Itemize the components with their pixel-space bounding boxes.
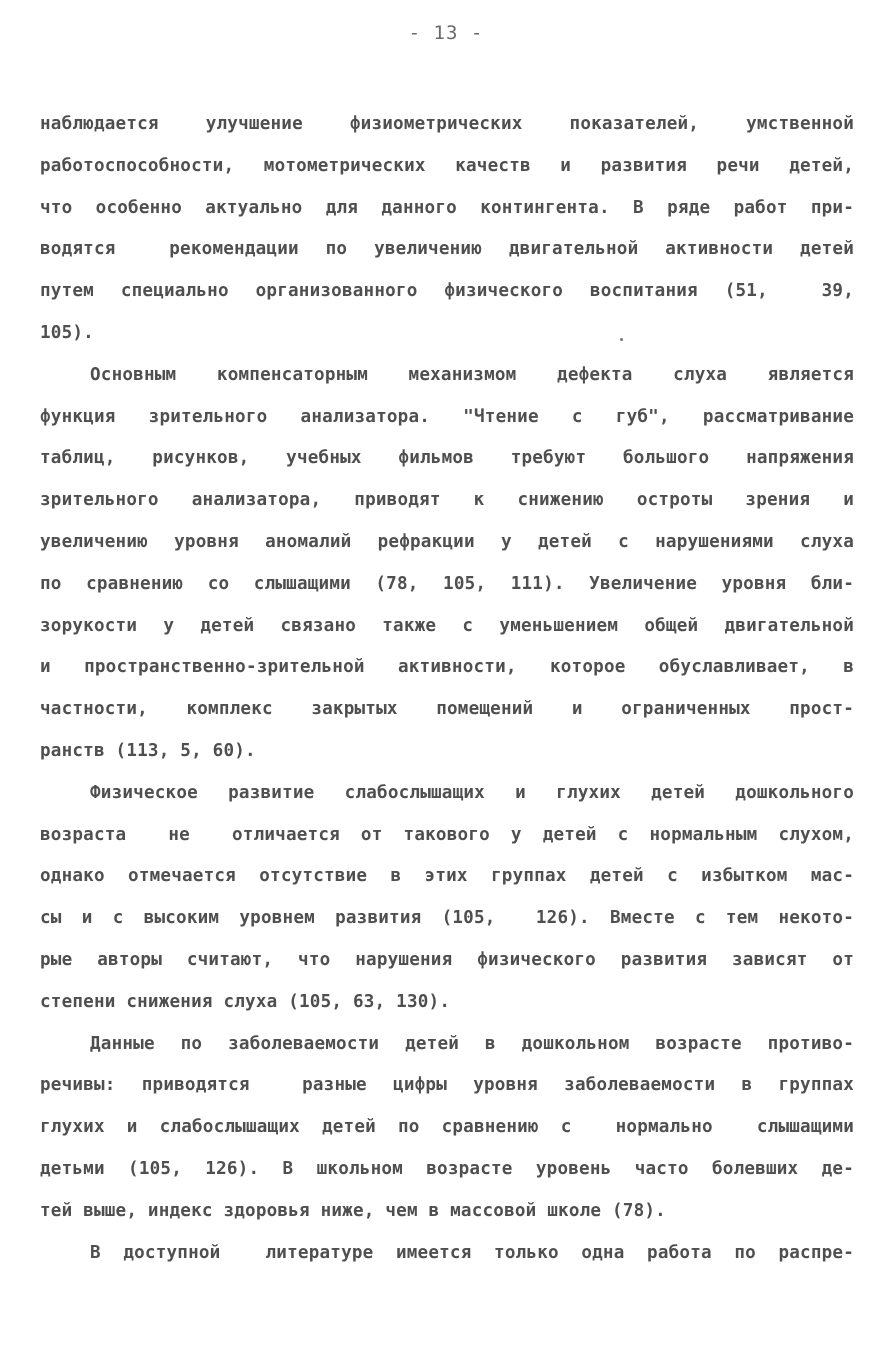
text-line: ранств (113, 5, 60). [40,740,256,761]
text-line: возраста не отличается от такового у детей с нормальным слухом, [40,824,854,845]
text-line: однако отмечается отсутствие в этих группах детей с избытком мас- [40,866,854,887]
text-line: частности, комплекс закрытых помещений и ограниченных прост- [40,699,854,720]
text-line: таблиц, рисунков, учебных фильмов требуют большого напряжения [40,448,854,469]
text-line: Основным компенсаторным механизмом дефекта слуха является [90,364,854,385]
text-line: работоспособности, мотометрических качеств и развития речи детей, [40,155,854,176]
text-line: 105). [40,322,94,343]
text-line: сы и с высоким уровнем развития (105, 126). Вместе с тем некото- [40,908,854,929]
text-line: тей выше, индекс здоровья ниже, чем в массовой школе (78). [40,1200,666,1221]
text-line: Физическое развитие слабослышащих и глухих детей дошкольного [90,782,854,803]
text-line: речивы: приводятся разные цифры уровня заболеваемости в группах [40,1075,854,1096]
text-line: по сравнению со слышащими (78, 105, 111). Увеличение уровня бли- [40,573,854,594]
text-line: глухих и слабослышащих детей по сравнению с нормально слышащими [40,1117,854,1138]
text-line: степени снижения слуха (105, 63, 130). [40,991,451,1012]
text-line: В доступной литературе имеется только одна работа по распре- [90,1242,854,1263]
text-line: зрительного анализатора, приводят к снижению остроты зрения и [40,490,854,511]
text-line: увеличению уровня аномалий рефракции у детей с нарушениями слуха [40,531,854,552]
text-line: рые авторы считают, что нарушения физического развития зависят от [40,949,854,970]
page-number: - 13 - [408,22,484,44]
text-line: что особенно актуально для данного контингента. В ряде работ при- [40,197,854,218]
body-text [40,104,854,1274]
text-line: зорукости у детей связано также с уменьшением общей двигательной [40,615,854,636]
text-line: и пространственно-зрительной активности, которое обуславливает, в [40,657,854,678]
text-line: наблюдается улучшение физиометрических показателей, умственной [40,114,854,134]
text-line: детьми (105, 126). В школьном возрасте уровень часто болевших де- [40,1158,854,1179]
text-line: функция зрительного анализатора. "Чтение с губ", рассматривание [40,406,854,427]
text-line: водятся рекомендации по увеличению двигательной активности детей [40,239,854,260]
text-line: Данные по заболеваемости детей в дошкольном возрасте противо- [90,1033,854,1054]
text-line: путем специально организованного физического воспитания (51, 39, [40,281,854,302]
